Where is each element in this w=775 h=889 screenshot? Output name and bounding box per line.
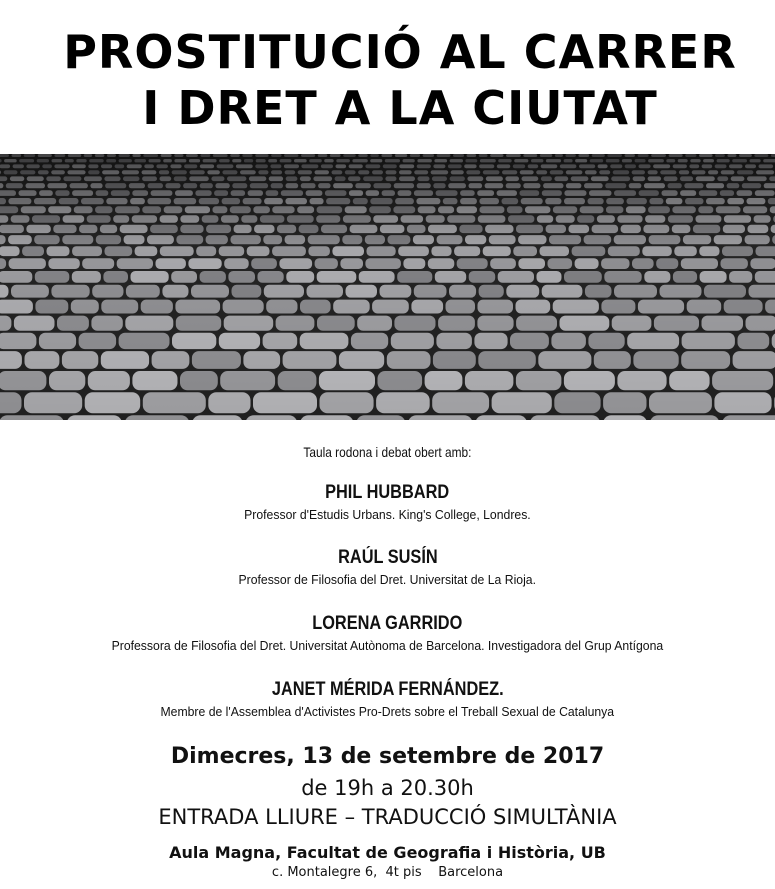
title-line-1: PROSTITUCIÓ AL CARRER — [63, 25, 737, 79]
cobblestone-image — [0, 154, 775, 420]
page-title — [0, 24, 775, 136]
entry-note: ENTRADA LLIURE – TRADUCCIÓ SIMULTÀNIA — [158, 805, 617, 829]
event-venue: Aula Magna, Facultat de Geografia i Història, UB — [169, 843, 606, 862]
speaker-role: Membre de l'Assemblea d'Activistes Pro-Drets sobre el Treball Sexual de Catalunya — [160, 704, 615, 719]
event-address: c. Montalegre 6, 4t pis Barcelona — [271, 865, 504, 880]
intro-text: Taula rodona i debat obert amb: — [303, 444, 472, 460]
speaker-3 — [0, 612, 775, 655]
event-date: Dimecres, 13 de setembre de 2017 — [170, 744, 605, 769]
cobblestone-photo — [0, 154, 775, 420]
speaker-role: Professor de Filosofia del Dret. Universitat de La Rioja. — [238, 572, 537, 587]
speaker-2 — [0, 546, 775, 589]
speaker-1 — [0, 481, 775, 524]
speaker-name: JANET MÉRIDA FERNÁNDEZ. — [271, 679, 504, 700]
speaker-name: RAÚL SUSÍN — [337, 547, 438, 568]
speaker-name: PHIL HUBBARD — [325, 482, 450, 503]
speaker-role: Professora de Filosofia del Dret. Universitat Autònoma de Barcelona. Investigadora del Grup Antígona — [111, 638, 664, 653]
speaker-name: LORENA GARRIDO — [312, 613, 463, 634]
event-time: de 19h a 20.30h — [301, 776, 474, 800]
speaker-4 — [0, 678, 775, 721]
speaker-role: Professor d'Estudis Urbans. King's College, Londres. — [244, 507, 531, 522]
title-line-2: I DRET A LA CIUTAT — [142, 81, 658, 135]
